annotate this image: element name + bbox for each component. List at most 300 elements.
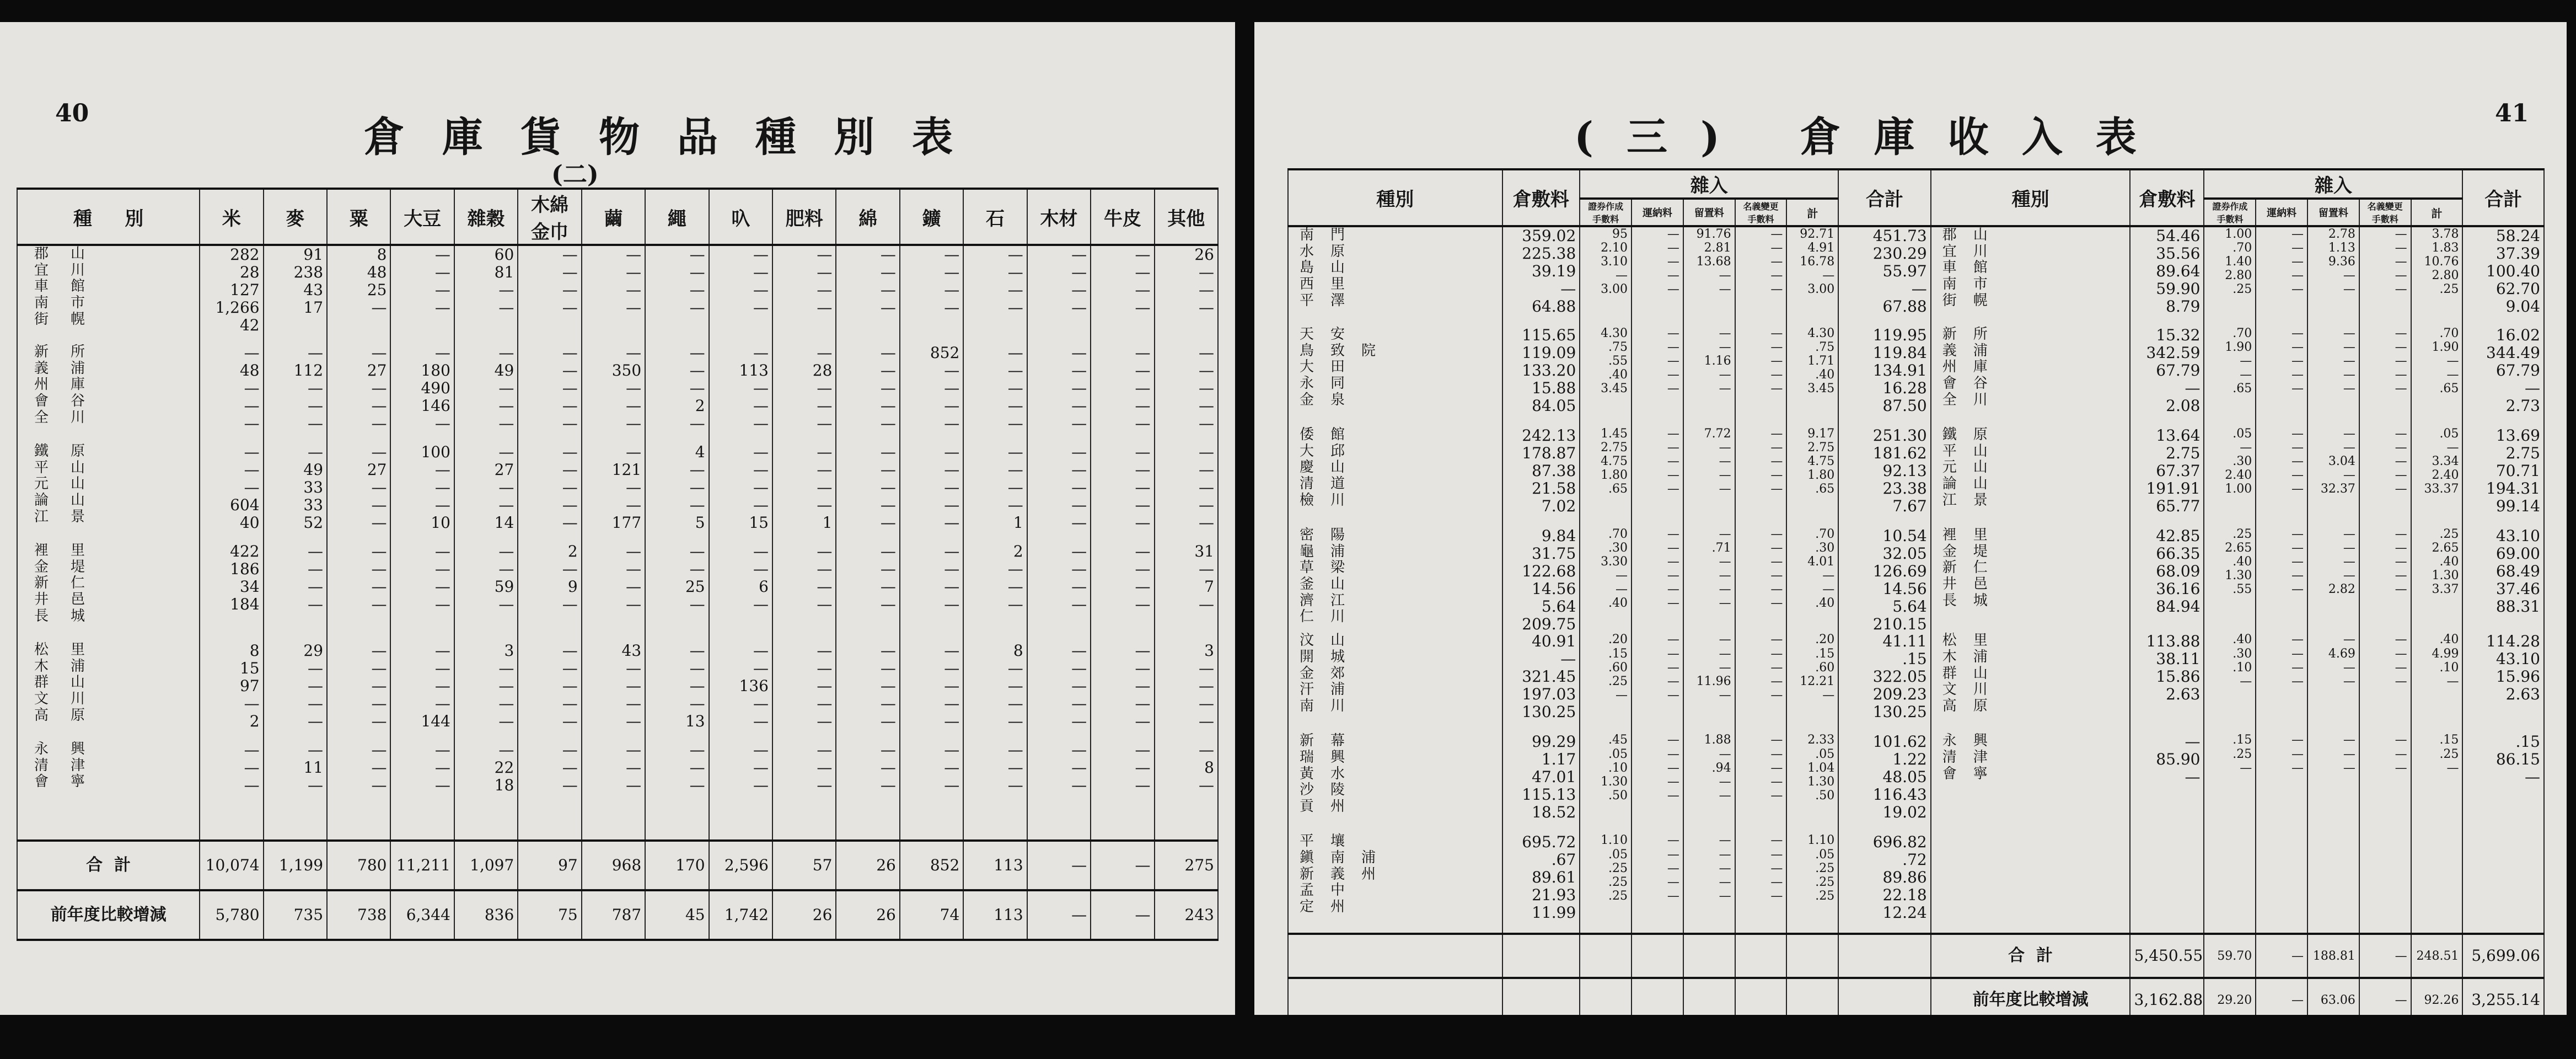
table-cell: — (1091, 890, 1154, 940)
table-cell: — — — (963, 741, 1027, 841)
table-cell: — — — (2307, 733, 2359, 833)
table-cell: 5,780 (200, 890, 263, 940)
table-cell: — 8 — (1155, 741, 1218, 841)
table-cell: 9.84 31.75 122.68 14.56 5.64 209.75 (1502, 527, 1580, 633)
table-cell: 63.06 (2307, 978, 2359, 1015)
table-cell: .45 .05 .10 1.30 .50 (1580, 733, 1632, 833)
table-cell: 汶山 開城 金郊 汗浦 南川 (1288, 633, 1502, 733)
table-cell: 1,199 (264, 841, 327, 890)
table-cell: 852 — — — — (900, 344, 963, 443)
table-cell: — — — — (836, 543, 899, 642)
table-cell: — — — (709, 741, 772, 841)
col-header-name: 種別 (1288, 169, 1502, 226)
table-cell: — — — — — (836, 443, 899, 543)
table-cell: 99.29 1.17 47.01 115.13 18.52 (1502, 733, 1580, 833)
col-header: 其他 (1155, 189, 1218, 245)
table-cell: 7.72 — — — — (1683, 427, 1735, 527)
table-row (17, 344, 1218, 443)
left-page (0, 22, 1235, 1015)
table-cell: 101.62 1.22 48.05 116.43 19.02 (1838, 733, 1930, 833)
table-cell: 1.45 2.75 4.75 1.80 .65 (1580, 427, 1632, 527)
table-cell: — — — — — — (1632, 527, 1683, 633)
table-cell: — 11 — (264, 741, 327, 841)
table-cell: .70 1.90 — — .65 (2204, 327, 2256, 427)
page-number: 41 (2495, 99, 2529, 127)
table-cell: — — — — — (2307, 327, 2359, 427)
table-cell: .70 .30 4.01 — — .40 (1786, 527, 1838, 633)
table-cell: — — — — 15 (709, 443, 772, 543)
table-cell: — — — (836, 741, 899, 841)
table-cell: 26 (836, 841, 899, 890)
table-cell: 3,255.14 (2462, 978, 2544, 1015)
table-cell: 鐵原 平山 元山 論山 江景 (1931, 427, 2130, 527)
table-cell: — — — — (772, 245, 836, 344)
table-cell: 75 (518, 890, 581, 940)
table-cell: — — — — — (2256, 527, 2307, 633)
table-cell: — — — (327, 741, 390, 841)
table-row (17, 543, 1218, 642)
table-cell: 95 2.10 3.10 — 3.00 (1580, 226, 1632, 327)
table-cell: 92.71 4.91 16.78 — 3.00 (1786, 226, 1838, 327)
table-cell: 113 (963, 841, 1027, 890)
col-header-storage: 倉敷料 (1502, 169, 1580, 226)
table-cell: 裡里 金堤 新仁 井邑 長城 (17, 543, 200, 642)
table-cell: 1.88 — .94 — — (1683, 733, 1735, 833)
col-subheader: 證券作成手數料 (1580, 199, 1632, 226)
table-cell: 738 (327, 890, 390, 940)
income-table (1287, 168, 2545, 1015)
col-subheader: 名義變更手數料 (1735, 199, 1787, 226)
table-cell: .05 — .30 2.40 1.00 (2204, 427, 2256, 527)
table-cell: — 180 490 146 — (390, 344, 454, 443)
table-cell: — — — — — (1632, 733, 1683, 833)
table-cell: — — — — — (1735, 327, 1787, 427)
table-cell: — — 6 — (709, 543, 772, 642)
table-cell: — 113 — — — (709, 344, 772, 443)
table-cell: — — — — — (1027, 443, 1091, 543)
table-cell: 8 48 25 — (327, 245, 390, 344)
col-header-sum: 合計 (1838, 169, 1930, 226)
table-cell: 1.10 .05 .25 .25 .25 (1786, 833, 1838, 934)
table-cell: 前年度比較增減 (1931, 978, 2130, 1015)
table-cell: — — — — (645, 245, 709, 344)
col-header: 米 (200, 189, 263, 245)
col-header: 木材 (1027, 189, 1091, 245)
table-cell: — — — (390, 741, 454, 841)
table-cell: 451.73 230.29 55.97 — 67.88 (1838, 226, 1930, 327)
table-cell: — 48 — — — (200, 344, 263, 443)
table-row (1288, 733, 2544, 833)
table-cell: 新幕 瑞興 黃水 沙陵 貢州 (1288, 733, 1502, 833)
table-cell: 倭館 大邱 慶山 清道 檢川 (1288, 427, 1502, 527)
table-cell: — — — (1027, 741, 1091, 841)
table-cell: — (1027, 841, 1091, 890)
col-header-storage: 倉敷料 (2130, 169, 2204, 226)
table-cell: — — — — — (2256, 427, 2307, 527)
table-cell: 2.33 .05 1.04 1.30 .50 (1786, 733, 1838, 833)
table-cell: — — — — — (518, 642, 581, 741)
table-cell: — — — — (963, 245, 1027, 344)
table-cell: 26 (772, 890, 836, 940)
table-cell: 275 (1155, 841, 1218, 890)
col-header: 肥料 (772, 189, 836, 245)
total-row (1288, 934, 2544, 978)
table-cell: 852 (900, 841, 963, 890)
table-row (17, 443, 1218, 543)
table-cell: 42.85 66.35 68.09 36.16 84.94 (2130, 527, 2204, 633)
table-cell: 113.88 38.11 15.86 2.63 (2130, 633, 2204, 733)
table-cell: — — — — — (1091, 344, 1154, 443)
table-cell: 282 28 127 1,266 42 (200, 245, 263, 344)
table-cell: — — — — (1091, 543, 1154, 642)
table-cell: 26 — — — (1155, 245, 1218, 344)
table-cell: 13.69 2.75 70.71 194.31 99.14 (2462, 427, 2544, 527)
table-cell: 3 — — — — (454, 642, 518, 741)
table-cell: 1,097 (454, 841, 518, 890)
table-cell: — — — — (582, 543, 645, 642)
table-cell: 92.26 (2411, 978, 2463, 1015)
compare-row (17, 890, 1218, 940)
table-cell: 密陽 龜浦 草梁 釜山 濟江 仁川 (1288, 527, 1502, 633)
table-row (17, 642, 1218, 741)
table-row (17, 741, 1218, 841)
table-cell: 南門 水原 島山 西里 平澤 (1288, 226, 1502, 327)
table-cell: — 22 18 (454, 741, 518, 841)
table-cell: 787 (582, 890, 645, 940)
table-cell: — 49 — — — (454, 344, 518, 443)
page-title: (三) 倉庫收入表 (1574, 114, 2170, 161)
table-cell: .25 2.65 .40 1.30 3.37 (2411, 527, 2463, 633)
table-cell: 113 (963, 890, 1027, 940)
col-header: 木綿金巾 (518, 189, 581, 245)
table-cell: — 85.90 — (2130, 733, 2204, 833)
table-cell: — — — — — (1091, 443, 1154, 543)
table-cell: 4 — — — 5 (645, 443, 709, 543)
table-cell: 58.24 37.39 100.40 62.70 9.04 (2462, 226, 2544, 327)
table-row (1288, 226, 2544, 327)
table-cell: — (2256, 934, 2307, 978)
table-cell: 5,450.55 (2130, 934, 2204, 978)
table-cell: 170 (645, 841, 709, 890)
table-cell: 26 (836, 890, 899, 940)
table-cell: 422 186 34 184 (200, 543, 263, 642)
table-cell: — .71 — — — — (1683, 527, 1735, 633)
table-cell: — — — — 1 (963, 443, 1027, 543)
col-header: 粟 (327, 189, 390, 245)
table-cell: 5,699.06 (2462, 934, 2544, 978)
col-subheader: 計 (1786, 199, 1838, 226)
table-cell: — — — — — (1735, 633, 1787, 733)
table-row (17, 245, 1218, 344)
table-cell: — (1027, 890, 1091, 940)
table-cell: — — 59 — (454, 543, 518, 642)
table-cell: — — — — (709, 245, 772, 344)
table-cell: — — — — — (1632, 327, 1683, 427)
table-cell: — — — (900, 741, 963, 841)
table-cell: — — — — — (1027, 344, 1091, 443)
table-cell: — — — — — (900, 642, 963, 741)
table-cell: 97 (518, 841, 581, 890)
table-cell: — — 25 — (645, 543, 709, 642)
table-cell: — — — — — (2256, 226, 2307, 327)
table-cell: 2 — — — (963, 543, 1027, 642)
col-subheader: 留置料 (1683, 199, 1735, 226)
table-cell: 10,074 (200, 841, 263, 890)
table-cell: 13.64 2.75 67.37 191.91 65.77 (2130, 427, 2204, 527)
table-cell: 40.91 — 321.45 197.03 130.25 (1502, 633, 1580, 733)
table-cell: .15 .25 — (2204, 733, 2256, 833)
table-cell: — — — (2359, 733, 2411, 833)
table-cell: 696.82 .72 89.86 22.18 12.24 (1838, 833, 1930, 934)
table-cell: — — — — — (518, 443, 581, 543)
table-cell: 1.00 .70 1.40 2.80 .25 (2204, 226, 2256, 327)
table-cell: — 27 — — 14 (454, 443, 518, 543)
table-cell: — — — — (772, 543, 836, 642)
table-cell: — — — — (582, 245, 645, 344)
table-cell: 16.02 344.49 67.79 — 2.73 (2462, 327, 2544, 427)
col-header: 鑛 (900, 189, 963, 245)
table-cell: — — — — (518, 245, 581, 344)
page-number: 40 (55, 99, 89, 127)
table-cell: 合 計 (17, 841, 200, 890)
table-cell: — — — (582, 741, 645, 841)
col-header: 繭 (582, 189, 645, 245)
table-cell: 郡山 宜川 車館 南市 街幌 (17, 245, 200, 344)
table-cell: — — — — — (2359, 427, 2411, 527)
table-cell: 11,211 (390, 841, 454, 890)
table-cell: — — — — — (1735, 733, 1787, 833)
table-cell: .25 2.65 .40 1.30 .55 (2204, 527, 2256, 633)
total-row (17, 841, 1218, 890)
table-cell: — — — 11.96 — (1683, 633, 1735, 733)
col-subheader: 運納料 (2256, 199, 2307, 226)
table-cell: 天安 鳥致院 大田 永同 金泉 (1288, 327, 1502, 427)
table-cell: .15 86.15 — (2462, 733, 2544, 833)
table-cell: — — — — 1 (772, 443, 836, 543)
table-cell: 60 81 — — (454, 245, 518, 344)
table-cell: — — — — — (1683, 833, 1735, 934)
table-cell: 2 — 9 — (518, 543, 581, 642)
page-subtitle: (二) (551, 161, 599, 189)
table-cell: — — — — — — (1735, 527, 1787, 633)
table-cell: 松里 木浦 群山 文川 高原 (17, 642, 200, 741)
table-cell: — — — 2 — (645, 344, 709, 443)
table-cell: 1,742 (709, 890, 772, 940)
table-cell: — — — — — (2359, 226, 2411, 327)
table-cell: 43.10 69.00 68.49 37.46 88.31 (2462, 527, 2544, 633)
right-page (1254, 22, 2567, 1015)
table-cell: — — — — (390, 543, 454, 642)
table-cell: .05 — 3.34 2.40 33.37 (2411, 427, 2463, 527)
table-cell: 91.76 2.81 13.68 — — (1683, 226, 1735, 327)
table-cell: — — — — — (1632, 427, 1683, 527)
table-cell: 新所 義浦 州庫 會谷 全川 (1931, 327, 2130, 427)
table-cell: — — 1.16 — — (1683, 327, 1735, 427)
col-subheader: 證券作成手數料 (2204, 199, 2256, 226)
col-subheader: 留置料 (2307, 199, 2359, 226)
table-cell: 裡里 金堤 新仁 井邑 長城 (1931, 527, 2130, 633)
table-cell: — — — — (2359, 633, 2411, 733)
col-header: 石 (963, 189, 1027, 245)
table-cell: — — — — — (1155, 443, 1218, 543)
table-cell: — — — — — (2256, 327, 2307, 427)
table-cell: — — — — (1091, 245, 1154, 344)
table-cell: .15 .25 — (2411, 733, 2463, 833)
table-cell: 平壤 鎭南浦 新義州 孟中 定州 (1288, 833, 1502, 934)
table-cell: — — — (518, 741, 581, 841)
table-cell: 735 (264, 890, 327, 940)
col-subheader: 運納料 (1632, 199, 1683, 226)
table-cell: 9.17 2.75 4.75 1.80 .65 (1786, 427, 1838, 527)
table-cell: 29.20 (2204, 978, 2256, 1015)
table-cell: 968 (582, 841, 645, 890)
table-cell: — — — — — (1632, 833, 1683, 934)
commodity-table (17, 188, 1219, 941)
table-cell: — — — — — (1735, 226, 1787, 327)
table-cell: — — 136 — — (709, 642, 772, 741)
table-cell: — — — — — (1027, 642, 1091, 741)
table-cell: — — — (645, 741, 709, 841)
table-cell: — — — — (1027, 245, 1091, 344)
col-header-sum: 合計 (2462, 169, 2544, 226)
table-cell: — — — — — (772, 642, 836, 741)
table-cell: 6,344 (390, 890, 454, 940)
table-cell: — — — — (264, 543, 327, 642)
table-cell: — — — — — (900, 443, 963, 543)
table-cell: 合 計 (1931, 934, 2130, 978)
table-cell: — — — — — (1632, 633, 1683, 733)
col-header: 繩 (645, 189, 709, 245)
table-cell: — — — (772, 741, 836, 841)
table-cell: 8 15 97 — 2 (200, 642, 263, 741)
table-cell: 4.30 .75 1.71 .40 3.45 (1786, 327, 1838, 427)
table-cell: — 350 — — — (582, 344, 645, 443)
table-cell: — 121 — — 177 (582, 443, 645, 543)
col-subheader: 名義變更手數料 (2359, 199, 2411, 226)
col-header: 大豆 (390, 189, 454, 245)
table-cell: — — 3.04 — 32.37 (2307, 427, 2359, 527)
table-cell: — 27 — — — (327, 443, 390, 543)
table-cell: — — — — (900, 245, 963, 344)
table-cell: — — — — — (327, 642, 390, 741)
table-cell: 3,162.88 (2130, 978, 2204, 1015)
table-cell: — — — — (836, 245, 899, 344)
col-header: 綿 (836, 189, 899, 245)
col-header: 牛皮 (1091, 189, 1154, 245)
table-row (1288, 427, 2544, 527)
table-row (1288, 327, 2544, 427)
table-cell: — — — — — (1632, 226, 1683, 327)
table-cell: — — — — (390, 245, 454, 344)
table-cell: 359.02 225.38 39.19 — 64.88 (1502, 226, 1580, 327)
table-cell: 248.51 (2411, 934, 2463, 978)
table-cell: — — — — — (2359, 327, 2411, 427)
compare-row (1288, 978, 2544, 1015)
table-cell: 115.65 119.09 133.20 15.88 84.05 (1502, 327, 1580, 427)
table-cell: 59.70 (2204, 934, 2256, 978)
col-subheader: 計 (2411, 199, 2463, 226)
table-cell: — — — — — (836, 344, 899, 443)
table-cell: 41.11 .15 322.05 209.23 130.25 (1838, 633, 1930, 733)
table-cell: — — — — 2.82 (2307, 527, 2359, 633)
table-cell: — — — — 144 (390, 642, 454, 741)
table-cell: 3 — — — — (1155, 642, 1218, 741)
table-cell: 8 — — — — (963, 642, 1027, 741)
col-header-name: 種別 (1931, 169, 2130, 226)
table-cell: — (2256, 978, 2307, 1015)
table-cell: 29 — — — — (264, 642, 327, 741)
table-cell: .20 .15 .60 .25 — (1580, 633, 1632, 733)
table-cell: 4.30 .75 .55 .40 3.45 (1580, 327, 1632, 427)
table-cell: 114.28 43.10 15.96 2.63 (2462, 633, 2544, 733)
col-header: 雜穀 (454, 189, 518, 245)
table-cell: — — — — — (518, 344, 581, 443)
table-cell: 251.30 181.62 92.13 23.38 7.67 (1838, 427, 1930, 527)
table-row (1288, 833, 2544, 934)
table-cell: — — — — — (1155, 344, 1218, 443)
table-cell: 43 — — — — (582, 642, 645, 741)
table-cell: .40 4.99 .10 — (2411, 633, 2463, 733)
table-cell: 57 (772, 841, 836, 890)
table-cell: — (1091, 841, 1154, 890)
table-cell: .20 .15 .60 12.21 — (1786, 633, 1838, 733)
col-header: 種 別 (17, 189, 200, 245)
table-cell: 780 (327, 841, 390, 890)
col-header-misc: 雜入 (2204, 169, 2462, 199)
table-cell: 15.32 342.59 67.79 — 2.08 (2130, 327, 2204, 427)
table-cell: 100 — — — 10 (390, 443, 454, 543)
table-cell: — — — — — (1735, 833, 1787, 934)
table-cell: 新所 義浦 州庫 會谷 全川 (17, 344, 200, 443)
table-cell: 119.95 119.84 134.91 16.28 87.50 (1838, 327, 1930, 427)
table-row (1288, 527, 2544, 633)
table-cell: — — — (200, 741, 263, 841)
table-cell: — — — — — (2359, 527, 2411, 633)
table-cell: 45 (645, 890, 709, 940)
table-cell: — (2359, 978, 2411, 1015)
table-cell: 836 (454, 890, 518, 940)
table-cell: — (2359, 934, 2411, 978)
table-cell: 188.81 (2307, 934, 2359, 978)
table-cell: 54.46 35.56 89.64 59.90 8.79 (2130, 226, 2204, 327)
table-cell: 91 238 43 17 (264, 245, 327, 344)
table-cell: 74 (900, 890, 963, 940)
table-cell: — — — — (2256, 633, 2307, 733)
table-cell: 243 (1155, 890, 1218, 940)
table-cell: — — — — — (963, 344, 1027, 443)
table-cell: — — — — — (836, 642, 899, 741)
table-cell: — — — (1091, 741, 1154, 841)
table-cell: .70 1.90 — — .65 (2411, 327, 2463, 427)
table-cell: — 4.69 — — (2307, 633, 2359, 733)
table-cell: 永興 清津 會寧 (17, 741, 200, 841)
table-cell: .40 .30 .10 — (2204, 633, 2256, 733)
table-cell: 郡山 宜川 車館 南市 街幌 (1931, 226, 2130, 327)
table-cell: — — — — (1027, 543, 1091, 642)
table-cell: 鐵原 平山 元山 論山 江景 (17, 443, 200, 543)
table-cell: — 27 — — — (327, 344, 390, 443)
table-cell: 永興 清津 會寧 (1931, 733, 2130, 833)
table-cell: — 112 — — — (264, 344, 327, 443)
table-cell: — — — 604 40 (200, 443, 263, 543)
table-cell: 2,596 (709, 841, 772, 890)
table-cell: — 28 — — — (772, 344, 836, 443)
table-cell: 10.54 32.05 126.69 14.56 5.64 210.15 (1838, 527, 1930, 633)
col-header: 麥 (264, 189, 327, 245)
table-cell: 1.10 .05 .25 .25 .25 (1580, 833, 1632, 934)
table-cell: 2.78 1.13 9.36 — — (2307, 226, 2359, 327)
table-cell: 31 — 7 — (1155, 543, 1218, 642)
